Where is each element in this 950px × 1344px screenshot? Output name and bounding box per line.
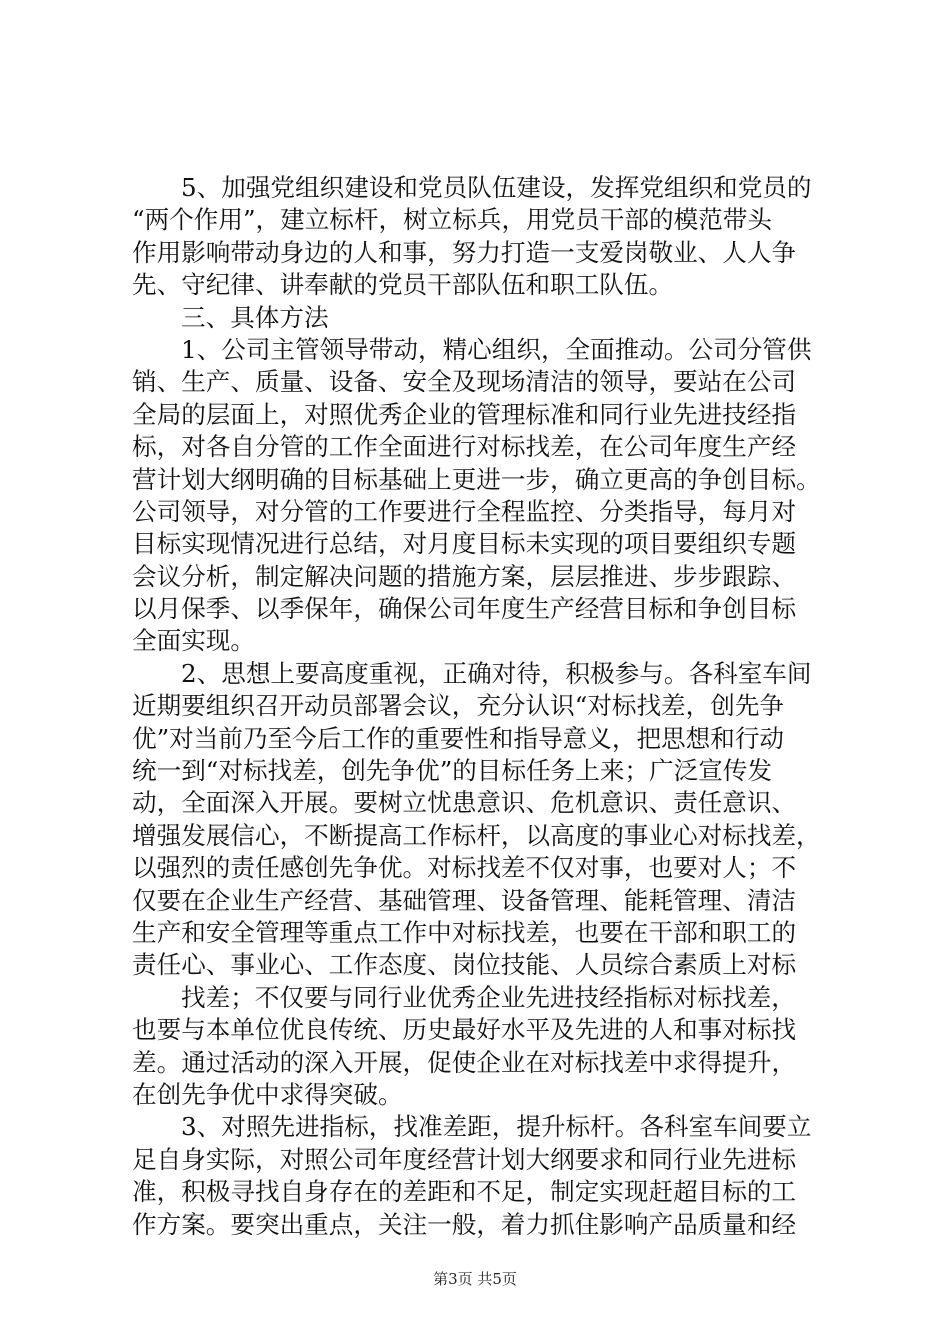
paragraph-line: 标，对各自分管的工作全面进行对标找差，在公司年度生产经 <box>132 432 797 462</box>
paragraph-line: 近期要组织召开动员部署会议，充分认识“对标找差，创先争 <box>132 691 785 721</box>
page-footer: 第3页 共5页 <box>433 1270 517 1288</box>
body-text <box>132 172 832 1241</box>
paragraph-line: 销、生产、质量、设备、安全及现场清洁的领导，要站在公司 <box>132 367 797 397</box>
paragraph-line: 公司领导，对分管的工作要进行全程监控、分类指导，每月对 <box>132 496 797 526</box>
paragraph-line: 增强发展信心，不断提高工作标杆，以高度的事业心对标找差， <box>132 820 821 850</box>
paragraph-line: 作用影响带动身边的人和事，努力打造一支爱岗敬业、人人争 <box>132 237 797 267</box>
paragraph-line: 足自身实际，对照公司年度经营计划大纲要求和同行业先进标 <box>132 1144 797 1174</box>
paragraph-line: 先、守纪律、讲奉献的党员干部队伍和职工队伍。 <box>132 270 674 300</box>
paragraph-line: “两个作用”，建立标杆，树立标兵，用党员干部的模范带头 <box>132 205 772 235</box>
paragraph-line: 优”对当前乃至今后工作的重要性和指导意义，把思想和行动 <box>132 723 785 753</box>
section-heading: 三、具体方法 <box>181 302 329 332</box>
paragraph-line: 5、加强党组织建设和党员队伍建设，发挥党组织和党员的 <box>181 173 812 202</box>
paragraph-line: 2、思想上要高度重视，正确对待，积极参与。各科室车间 <box>181 658 812 688</box>
paragraph-line: 1、公司主管领导带动，精心组织，全面推动。公司分管供 <box>181 334 812 364</box>
paragraph-line: 动，全面深入开展。要树立忧患意识、危机意识、责任意识、 <box>132 788 797 818</box>
paragraph-line: 会议分析，制定解决问题的措施方案，层层推进、步步跟踪、 <box>132 561 797 591</box>
paragraph-line: 以强烈的责任感创先争优。对标找差不仅对事，也要对人；不 <box>132 853 797 883</box>
paragraph-line: 准，积极寻找自身存在的差距和不足，制定实现赶超目标的工 <box>132 1177 797 1207</box>
paragraph-line: 找差；不仅要与同行业优秀企业先进技经指标对标找差， <box>181 982 796 1012</box>
paragraph-line: 也要与本单位优良传统、历史最好水平及先进的人和事对标找 <box>132 1015 797 1045</box>
paragraph-line: 目标实现情况进行总结，对月度目标未实现的项目要组织专题 <box>132 529 797 559</box>
paragraph-line: 3、对照先进指标，找准差距，提升标杆。各科室车间要立 <box>181 1112 812 1142</box>
paragraph-line: 生产和安全管理等重点工作中对标找差，也要在干部和职工的 <box>132 917 797 947</box>
paragraph-line: 责任心、事业心、工作态度、岗位技能、人员综合素质上对标 <box>132 950 797 980</box>
paragraph-line: 在创先争优中求得突破。 <box>132 1079 403 1109</box>
paragraph-line: 全面实现。 <box>132 626 255 656</box>
paragraph-line: 作方案。要突出重点，关注一般，着力抓住影响产品质量和经 <box>132 1209 797 1239</box>
paragraph-line: 统一到“对标找差，创先争优”的目标任务上来；广泛宣传发 <box>132 756 772 786</box>
paragraph-line: 差。通过活动的深入开展，促使企业在对标找差中求得提升， <box>132 1047 797 1077</box>
paragraph-line: 以月保季、以季保年，确保公司年度生产经营目标和争创目标 <box>132 594 797 624</box>
paragraph-line: 营计划大纲明确的目标基础上更进一步，确立更高的争创目标。 <box>132 464 821 494</box>
paragraph-line: 仅要在企业生产经营、基础管理、设备管理、能耗管理、清洁 <box>132 885 797 915</box>
paragraph-line: 全局的层面上，对照优秀企业的管理标准和同行业先进技经指 <box>132 399 797 429</box>
